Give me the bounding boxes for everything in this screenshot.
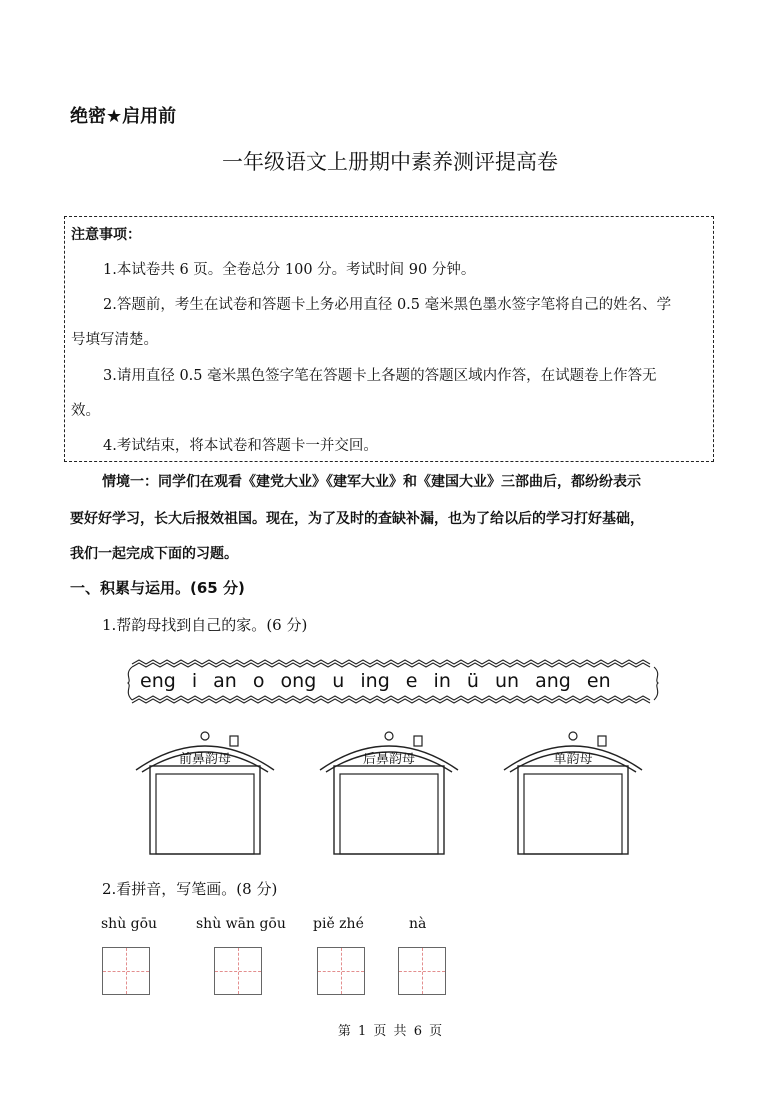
- house-label-front-nasal: 前鼻韵母: [178, 752, 231, 767]
- notice-line-4: 4.考试结束，将本试卷和答题卡一并交回。: [103, 438, 378, 454]
- section-1-title: 一、积累与运用。(65 分): [70, 579, 245, 597]
- house-label-back-nasal: 后鼻韵母: [362, 752, 415, 767]
- writing-grid-1[interactable]: [102, 947, 150, 995]
- confidential-label: 绝密★启用前: [70, 106, 177, 127]
- notice-line-2: 2.答题前，考生在试卷和答题卡上务必用直径 0.5 毫米黑色墨水签字笔将自己的姓名、学: [103, 297, 672, 313]
- exam-title: 一年级语文上册期中素养测评提高卷: [222, 150, 558, 174]
- page-footer: 第 1 页 共 6 页: [337, 1024, 443, 1039]
- pinyin-1: shù gōu: [101, 916, 158, 932]
- scenario-line-2: 要好好学习，长大后报效祖国。现在，为了及时的查缺补漏，也为了给以后的学习打好基础，: [70, 511, 644, 527]
- writing-grid-4[interactable]: [398, 947, 446, 995]
- notice-line-1: 1.本试卷共 6 页。全卷总分 100 分。考试时间 90 分钟。: [103, 262, 476, 278]
- notice-line-3-cont: 效。: [71, 403, 100, 419]
- pinyin-3: piě zhé: [313, 916, 364, 932]
- finals-list: eng i an o ong u ing e in ü un ang en: [140, 670, 611, 692]
- notice-box: [64, 216, 714, 462]
- scenario-line-3: 我们一起完成下面的习题。: [70, 546, 238, 562]
- scenario-line-1: 情境一：同学们在观看《建党大业》《建军大业》和《建国大业》三部曲后，都纷纷表示: [102, 474, 641, 490]
- question-1-text: 1.帮韵母找到自己的家。(6 分): [102, 616, 308, 634]
- notice-line-2-cont: 号填写清楚。: [71, 332, 158, 348]
- writing-grid-2[interactable]: [214, 947, 262, 995]
- pinyin-2: shù wān gōu: [196, 916, 286, 932]
- notice-title: 注意事项：: [71, 227, 141, 243]
- pinyin-4: nà: [409, 916, 427, 932]
- house-label-single-final: 单韵母: [553, 752, 593, 767]
- writing-grid-3[interactable]: [317, 947, 365, 995]
- notice-line-3: 3.请用直径 0.5 毫米黑色签字笔在答题卡上各题的答题区域内作答，在试题卷上作答无: [103, 368, 657, 384]
- question-2-text: 2.看拼音，写笔画。(8 分): [102, 880, 278, 898]
